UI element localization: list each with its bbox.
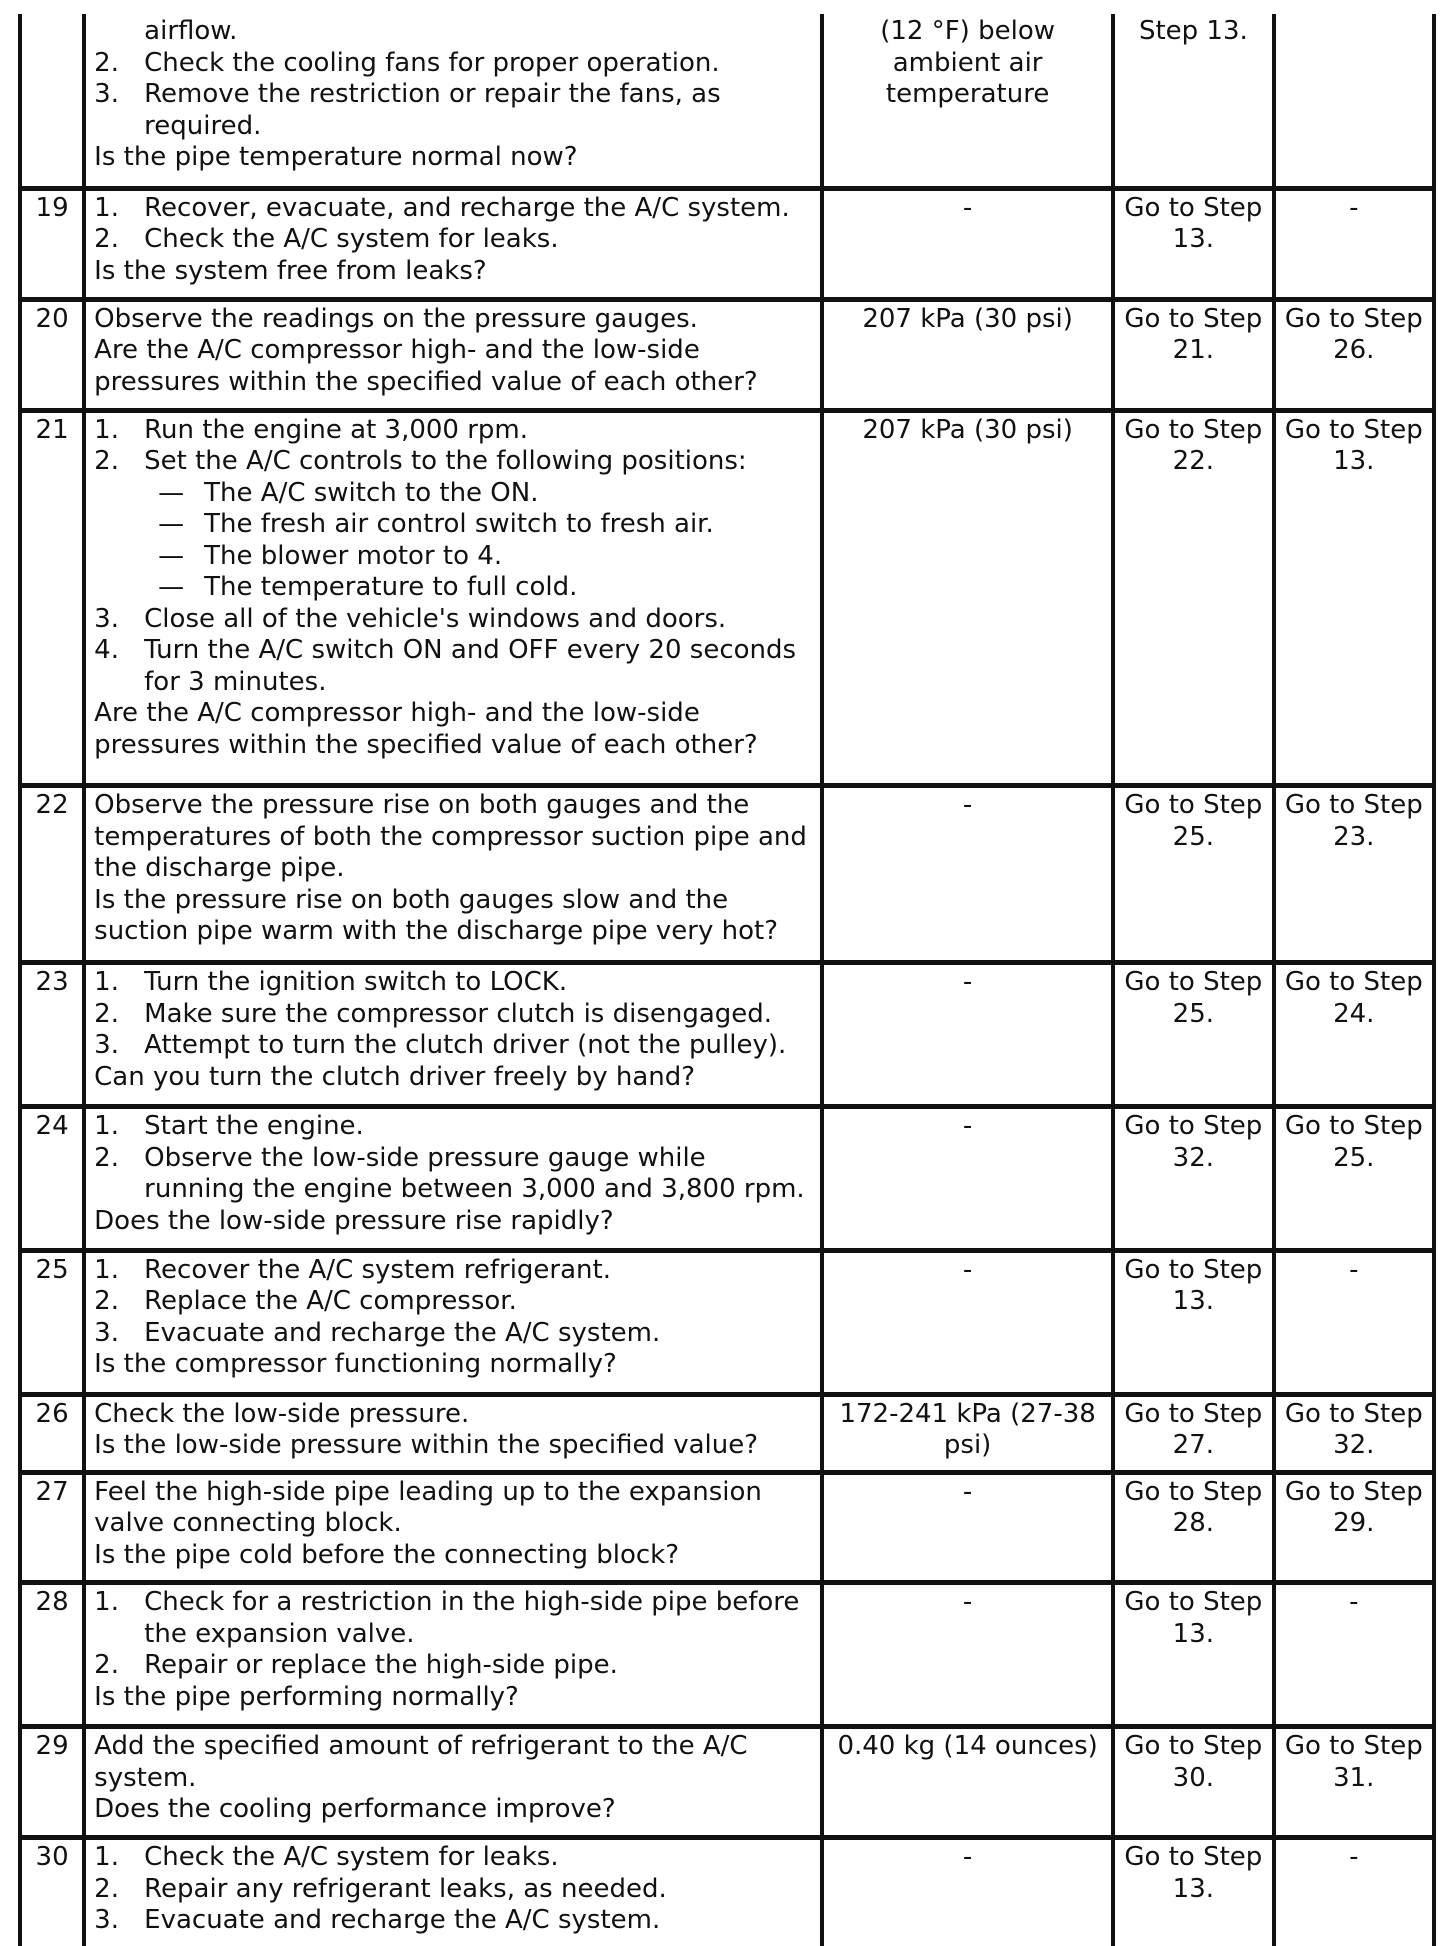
item-number: 2. [94, 1650, 119, 1681]
value-cell: - [822, 1583, 1113, 1727]
item-text: Check the A/C system for leaks. [144, 224, 559, 255]
yes-cell: Go to Step 27. [1113, 1394, 1273, 1472]
item-text: Make sure the compressor clutch is disengaged. [144, 998, 773, 1029]
item-number: 3. [94, 79, 119, 109]
value-cell: - [822, 1107, 1113, 1251]
item-number: 1. [94, 967, 119, 998]
step-number-cell: 20 [20, 299, 84, 410]
action-cell [84, 188, 822, 299]
item-text: Set the A/C controls to the following positions: [144, 446, 747, 477]
step-list [94, 604, 812, 699]
list-item [94, 999, 812, 1031]
action-cell [84, 963, 822, 1107]
item-text: Repair or replace the high-side pipe. [144, 1650, 618, 1681]
item-text: airflow. [144, 16, 238, 46]
action-text: Is the pipe cold before the connecting block? [94, 1539, 680, 1570]
list-item [94, 16, 812, 48]
no-cell: Go to Step 25. [1274, 1107, 1434, 1251]
action-cell [84, 1838, 822, 1946]
value-cell: - [822, 963, 1113, 1107]
item-text: Repair any refrigerant leaks, as needed. [144, 1873, 667, 1904]
list-item [94, 1255, 812, 1287]
item-number: 2. [94, 998, 119, 1029]
action-cell [84, 1394, 822, 1472]
question-text: Is the pipe temperature normal now? [94, 142, 578, 172]
step-list [94, 415, 812, 478]
action-text: Is the low-side pressure within the specified value? [94, 1430, 759, 1461]
list-item [94, 224, 812, 256]
action-text: Add the specified amount of refrigerant to the A/C system. [94, 1731, 748, 1793]
no-cell: - [1274, 1583, 1434, 1727]
question-text: Does the low-side pressure rise rapidly? [94, 1205, 614, 1236]
step-list [94, 1255, 812, 1350]
step-list [94, 16, 812, 142]
question-text: Is the pipe performing normally? [94, 1681, 519, 1712]
value-cell: - [822, 1838, 1113, 1946]
step-number-cell: 27 [20, 1472, 84, 1583]
no-cell: - [1274, 1838, 1434, 1946]
item-number: 1. [94, 414, 119, 445]
diagnostic-table-page [18, 14, 1436, 1946]
item-text: Check the A/C system for leaks. [144, 1842, 559, 1873]
item-text: Check for a restriction in the high-side pipe before the expansion valve. [144, 1587, 800, 1649]
list-item [94, 415, 812, 447]
list-item [94, 1650, 812, 1682]
no-cell: Go to Step 26. [1274, 299, 1434, 410]
sub-item: — The fresh air control switch to fresh air. [94, 509, 812, 541]
no-cell: Go to Step 31. [1274, 1727, 1434, 1838]
action-cell [84, 1472, 822, 1583]
step-list [94, 193, 812, 256]
action-cell [84, 1727, 822, 1838]
list-item [94, 1143, 812, 1206]
item-text: Turn the ignition switch to LOCK. [144, 967, 568, 998]
item-number: 3. [94, 1905, 119, 1936]
item-text: Close all of the vehicle's windows and doors. [144, 603, 727, 634]
table-row [20, 410, 1434, 786]
item-text: Check the cooling fans for proper operation. [144, 47, 720, 78]
list-item [94, 48, 812, 80]
list-item [94, 1030, 812, 1062]
item-text: Recover, evacuate, and recharge the A/C system. [144, 192, 790, 223]
step-number-cell: 26 [20, 1394, 84, 1472]
no-cell: Go to Step 13. [1274, 410, 1434, 786]
table-row [20, 14, 1434, 188]
question-text: Is the system free from leaks? [94, 255, 487, 286]
no-cell: - [1274, 188, 1434, 299]
list-item [94, 193, 812, 225]
yes-cell: Go to Step 13. [1113, 1838, 1273, 1946]
table-row [20, 1472, 1434, 1583]
action-cell [84, 14, 822, 188]
value-cell: - [822, 1472, 1113, 1583]
step-number-cell: 22 [20, 786, 84, 963]
item-number: 2. [94, 1142, 119, 1173]
item-text: Recover the A/C system refrigerant. [144, 1254, 611, 1285]
value-cell: 172-241 kPa (27-38 psi) [822, 1394, 1113, 1472]
no-cell: Go to Step 24. [1274, 963, 1434, 1107]
item-number: 3. [94, 1317, 119, 1348]
table-row [20, 963, 1434, 1107]
action-text: Does the cooling performance improve? [94, 1794, 616, 1825]
list-item [94, 446, 812, 478]
list-item [94, 1874, 812, 1906]
yes-cell: Go to Step 13. [1113, 1583, 1273, 1727]
item-number: 4. [94, 635, 119, 666]
list-item [94, 635, 812, 698]
value-cell: - [822, 188, 1113, 299]
value-cell: 0.40 kg (14 ounces) [822, 1727, 1113, 1838]
step-number-cell: 25 [20, 1250, 84, 1394]
step-number-cell: 21 [20, 410, 84, 786]
yes-cell: Go to Step 30. [1113, 1727, 1273, 1838]
step-number-cell: 30 [20, 1838, 84, 1946]
step-list [94, 1842, 812, 1937]
action-text: Is the pressure rise on both gauges slow and the suction pipe warm with the discharge pipe very hot? [94, 884, 778, 947]
item-number: 2. [94, 446, 119, 477]
item-text: Observe the low-side pressure gauge while running the engine between 3,000 and 3,800 rpm. [144, 1142, 805, 1205]
value-cell: 207 kPa (30 psi) [822, 410, 1113, 786]
question-text: Can you turn the clutch driver freely by hand? [94, 1061, 696, 1092]
list-item [94, 604, 812, 636]
item-text: Attempt to turn the clutch driver (not the pulley). [144, 1030, 787, 1061]
item-text: Start the engine. [144, 1111, 364, 1142]
action-cell [84, 1107, 822, 1251]
item-number: 2. [94, 1873, 119, 1904]
diagnostic-table [18, 14, 1436, 1946]
sub-item: — The blower motor to 4. [94, 541, 812, 573]
no-cell [1274, 14, 1434, 188]
item-number: 1. [94, 1842, 119, 1873]
item-text: Replace the A/C compressor. [144, 1286, 517, 1317]
list-item [94, 1905, 812, 1937]
item-text: Run the engine at 3,000 rpm. [144, 414, 529, 445]
step-list [94, 967, 812, 1062]
table-row [20, 1583, 1434, 1727]
value-cell: 207 kPa (30 psi) [822, 299, 1113, 410]
item-text: Remove the restriction or repair the fans, as required. [144, 79, 721, 141]
table-row [20, 299, 1434, 410]
step-number-cell: 24 [20, 1107, 84, 1251]
yes-cell: Go to Step 25. [1113, 786, 1273, 963]
step-number-cell: 29 [20, 1727, 84, 1838]
yes-cell: Go to Step 32. [1113, 1107, 1273, 1251]
item-number: 3. [94, 1030, 119, 1061]
sub-item-list [94, 478, 812, 604]
item-text: Evacuate and recharge the A/C system. [144, 1905, 661, 1936]
list-item [94, 1318, 812, 1350]
yes-cell: Go to Step 25. [1113, 963, 1273, 1107]
item-number: 2. [94, 224, 119, 255]
no-cell: - [1274, 1250, 1434, 1394]
no-cell: Go to Step 23. [1274, 786, 1434, 963]
action-cell [84, 786, 822, 963]
question-text: Are the A/C compressor high- and the low-side pressures within the specified value of each other? [94, 698, 758, 760]
question-text: Is the compressor functioning normally? [94, 1349, 617, 1380]
no-cell: Go to Step 29. [1274, 1472, 1434, 1583]
item-number: 1. [94, 192, 119, 223]
list-item [94, 1286, 812, 1318]
yes-cell: Go to Step 13. [1113, 188, 1273, 299]
item-number: 1. [94, 1587, 119, 1618]
list-item [94, 1587, 812, 1650]
action-cell [84, 299, 822, 410]
yes-cell: Step 13. [1113, 14, 1273, 188]
yes-cell: Go to Step 22. [1113, 410, 1273, 786]
value-cell: - [822, 1250, 1113, 1394]
action-text: Observe the pressure rise on both gauges and the temperatures of both the compressor suction pipe and the discharge pipe. [94, 790, 807, 884]
table-row [20, 188, 1434, 299]
item-number: 1. [94, 1111, 119, 1142]
step-list [94, 1111, 812, 1206]
step-number-cell: 23 [20, 963, 84, 1107]
item-number: 3. [94, 603, 119, 634]
table-row [20, 1394, 1434, 1472]
table-row [20, 1727, 1434, 1838]
step-number-cell: 19 [20, 188, 84, 299]
no-cell: Go to Step 32. [1274, 1394, 1434, 1472]
table-row [20, 1250, 1434, 1394]
step-number-cell: 28 [20, 1583, 84, 1727]
item-number: 1. [94, 1254, 119, 1285]
action-text: Feel the high-side pipe leading up to the expansion valve connecting block. [94, 1476, 762, 1539]
action-text: Observe the readings on the pressure gauges. [94, 303, 698, 334]
value-cell: - [822, 786, 1113, 963]
yes-cell: Go to Step 13. [1113, 1250, 1273, 1394]
value-cell: (12 °F) below ambient air temperature [822, 14, 1113, 188]
table-row [20, 1107, 1434, 1251]
item-number: 2. [94, 1286, 119, 1317]
sub-item: — The A/C switch to the ON. [94, 478, 812, 510]
action-text: Check the low-side pressure. [94, 1398, 470, 1429]
list-item [94, 1111, 812, 1143]
item-number: 2. [94, 47, 119, 78]
item-text: Turn the A/C switch ON and OFF every 20 seconds for 3 minutes. [144, 635, 797, 697]
table-row [20, 786, 1434, 963]
action-cell [84, 1583, 822, 1727]
table-row [20, 1838, 1434, 1946]
yes-cell: Go to Step 28. [1113, 1472, 1273, 1583]
item-text: Evacuate and recharge the A/C system. [144, 1317, 661, 1348]
action-cell [84, 410, 822, 786]
sub-item: — The temperature to full cold. [94, 572, 812, 604]
list-item [94, 1842, 812, 1874]
list-item [94, 967, 812, 999]
action-cell [84, 1250, 822, 1394]
action-text: Are the A/C compressor high- and the low-side pressures within the specified value of each other? [94, 335, 758, 397]
list-item [94, 79, 812, 142]
step-number-cell [20, 14, 84, 188]
yes-cell: Go to Step 21. [1113, 299, 1273, 410]
step-list [94, 1587, 812, 1682]
